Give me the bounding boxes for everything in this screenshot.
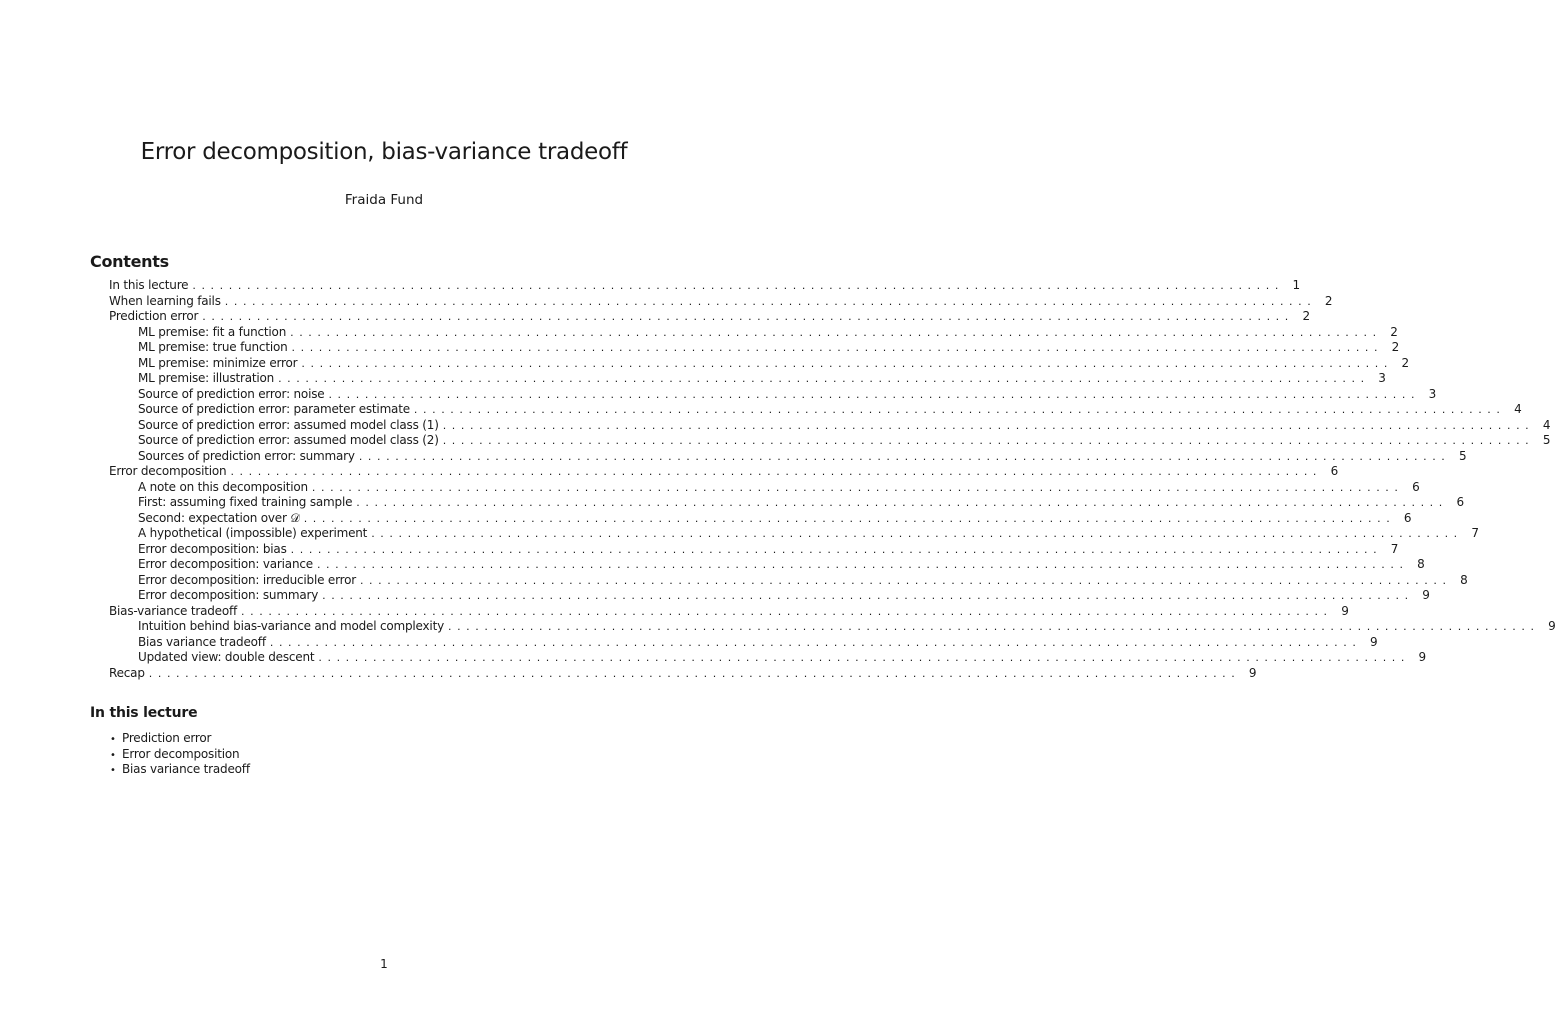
toc-entry[interactable]	[109, 572, 1468, 589]
toc-dot-leader: ........................................................................................................................	[356, 496, 1448, 509]
toc-entry-page: 9	[1370, 634, 1378, 649]
toc-dot-leader: ........................................................................................................................	[413, 403, 1506, 416]
toc-dot-leader: ........................................................................................................................	[291, 341, 1384, 354]
toc-entry-page: 9	[1548, 619, 1556, 633]
toc-entry-page: 6	[1412, 479, 1420, 494]
toc-entry-title: A note on this decomposition	[138, 479, 308, 494]
toc-dot-leader: ........................................................................................................................	[301, 356, 1393, 370]
page-number: 1	[380, 957, 388, 971]
toc-entry[interactable]	[109, 541, 1399, 558]
toc-entry-title: Error decomposition: summary	[138, 588, 319, 602]
toc-entry-title: Recap	[109, 665, 145, 680]
toc-entry[interactable]	[109, 340, 1400, 356]
toc-entry[interactable]	[109, 479, 1420, 496]
toc-entry-title: A hypothetical (impossible) experiment	[138, 526, 368, 540]
toc-dot-leader: ........................................................................................................................	[230, 465, 1323, 478]
toc-entry[interactable]	[109, 386, 1437, 403]
toc-entry-title: When learning fails	[109, 293, 221, 308]
toc-entry-page: 9	[1248, 665, 1257, 680]
toc-entry[interactable]	[109, 588, 1430, 604]
toc-dot-leader: ........................................................................................................................	[318, 651, 1410, 664]
toc-dot-leader: ........................................................................................................................	[359, 573, 1452, 587]
list-item-text: Prediction error	[122, 731, 212, 745]
toc-dot-leader: ........................................................................................................................	[328, 387, 1421, 401]
toc-entry[interactable]	[109, 324, 1398, 341]
toc-entry-title: Bias-variance tradeoff	[109, 603, 238, 618]
toc-entry-title: Sources of prediction error: summary	[138, 448, 355, 463]
toc-entry-title: ML premise: illustration	[138, 371, 275, 385]
toc-dot-leader: ........................................................................................................................	[442, 418, 1535, 432]
toc-entry-title: First: assuming fixed training sample	[138, 495, 353, 509]
toc-entry-page: 5	[1458, 448, 1467, 463]
toc-entry-page: 1	[1292, 278, 1300, 292]
in-this-lecture-heading: In this lecture	[90, 705, 198, 721]
toc-entry-page: 4	[1514, 402, 1522, 416]
table-of-contents	[109, 278, 1556, 681]
toc-dot-leader: ........................................................................................................................	[303, 511, 1396, 525]
toc-dot-leader: ........................................................................................................................	[269, 635, 1362, 649]
bullet-icon: •	[110, 765, 116, 776]
toc-entry[interactable]	[109, 433, 1551, 449]
lecture-topics-list	[110, 731, 250, 778]
toc-entry-title: ML premise: minimize error	[138, 355, 298, 370]
toc-entry[interactable]	[109, 665, 1257, 682]
toc-entry-page: 7	[1390, 541, 1399, 556]
toc-dot-leader: ........................................................................................................................	[241, 604, 1333, 618]
toc-entry-title: Source of prediction error: assumed model class (1)	[138, 417, 439, 432]
toc-entry[interactable]	[109, 355, 1409, 372]
toc-entry-page: 8	[1417, 557, 1425, 571]
toc-entry-title: Source of prediction error: parameter estimate	[138, 402, 410, 416]
list-item-text: Error decomposition	[122, 746, 240, 761]
toc-entry-title: Error decomposition	[109, 464, 227, 478]
contents-heading: Contents	[90, 252, 169, 271]
toc-entry[interactable]	[109, 278, 1300, 294]
toc-dot-leader: ........................................................................................................................	[224, 294, 1317, 308]
list-item	[110, 762, 250, 778]
toc-entry[interactable]	[109, 650, 1426, 666]
toc-entry-page: 2	[1302, 309, 1310, 323]
toc-dot-leader: ........................................................................................................................	[192, 279, 1284, 292]
toc-entry-page: 9	[1418, 650, 1426, 664]
document-author: Fraida Fund	[344, 192, 424, 208]
toc-entry-title: Bias variance tradeoff	[138, 634, 266, 649]
toc-dot-leader: ........................................................................................................................	[358, 449, 1451, 463]
toc-dot-leader: ........................................................................................................................	[290, 542, 1383, 556]
toc-entry[interactable]	[109, 402, 1522, 418]
toc-entry-page: 3	[1428, 386, 1437, 401]
toc-entry-title: Updated view: double descent	[138, 650, 315, 664]
toc-dot-leader: ........................................................................................................................	[290, 325, 1382, 339]
toc-entry-page: 6	[1403, 510, 1412, 525]
toc-entry-title: Prediction error	[109, 309, 199, 323]
toc-entry-page: 2	[1324, 293, 1333, 308]
toc-entry-title: Error decomposition: bias	[138, 541, 287, 556]
toc-entry[interactable]	[109, 464, 1339, 480]
list-item	[110, 731, 250, 747]
toc-entry-page: 3	[1378, 371, 1386, 385]
toc-entry-title: Source of prediction error: assumed model class (2)	[138, 433, 439, 447]
toc-entry-title: In this lecture	[109, 278, 189, 292]
toc-entry-title: Intuition behind bias-variance and model complexity	[138, 619, 444, 633]
toc-entry-page: 2	[1391, 340, 1400, 354]
toc-entry-title: ML premise: fit a function	[138, 324, 287, 339]
toc-entry-title: Error decomposition: irreducible error	[138, 572, 356, 587]
toc-entry[interactable]	[109, 557, 1425, 573]
bullet-icon: •	[110, 734, 116, 745]
toc-entry-title: Second: expectation over 𝒟	[138, 510, 300, 525]
toc-entry[interactable]	[109, 371, 1386, 387]
toc-dot-leader: ........................................................................................................................	[371, 527, 1463, 540]
toc-entry-page: 4	[1542, 417, 1551, 432]
toc-entry-title: ML premise: true function	[138, 340, 288, 354]
toc-entry[interactable]	[109, 417, 1551, 434]
toc-entry-page: 9	[1422, 588, 1430, 602]
toc-entry[interactable]	[109, 309, 1310, 325]
toc-entry[interactable]	[109, 448, 1467, 465]
toc-entry[interactable]	[109, 293, 1333, 310]
toc-entry[interactable]	[109, 510, 1412, 527]
toc-dot-leader: ........................................................................................................................	[442, 434, 1535, 447]
toc-entry-page: 8	[1460, 572, 1468, 587]
toc-entry-page: 9	[1341, 603, 1349, 618]
toc-dot-leader: ........................................................................................................................	[316, 558, 1409, 571]
toc-dot-leader: ........................................................................................................................	[322, 589, 1414, 602]
toc-entry-title: Source of prediction error: noise	[138, 386, 325, 401]
toc-entry-page: 2	[1390, 324, 1398, 339]
toc-entry[interactable]	[109, 495, 1464, 511]
toc-entry[interactable]	[109, 634, 1378, 651]
toc-entry-title: Error decomposition: variance	[138, 557, 313, 571]
toc-entry[interactable]	[109, 603, 1349, 620]
toc-entry-page: 7	[1471, 526, 1479, 540]
toc-entry[interactable]	[109, 619, 1556, 635]
toc-entry-page: 6	[1456, 495, 1464, 509]
toc-dot-leader: ........................................................................................................................	[148, 666, 1241, 680]
toc-dot-leader: ........................................................................................................................	[311, 480, 1404, 494]
bullet-icon: •	[110, 749, 116, 761]
toc-entry-page: 6	[1330, 464, 1339, 478]
toc-entry[interactable]	[109, 526, 1479, 542]
document-title: Error decomposition, bias-variance tradeoff	[140, 139, 628, 165]
list-item	[110, 747, 250, 763]
toc-dot-leader: ........................................................................................................................	[202, 310, 1294, 323]
toc-entry-page: 5	[1542, 433, 1551, 447]
toc-dot-leader: ........................................................................................................................	[278, 372, 1370, 385]
toc-entry-page: 2	[1401, 355, 1409, 370]
list-item-text: Bias variance tradeoff	[122, 762, 250, 776]
toc-dot-leader: ........................................................................................................................	[447, 620, 1540, 633]
